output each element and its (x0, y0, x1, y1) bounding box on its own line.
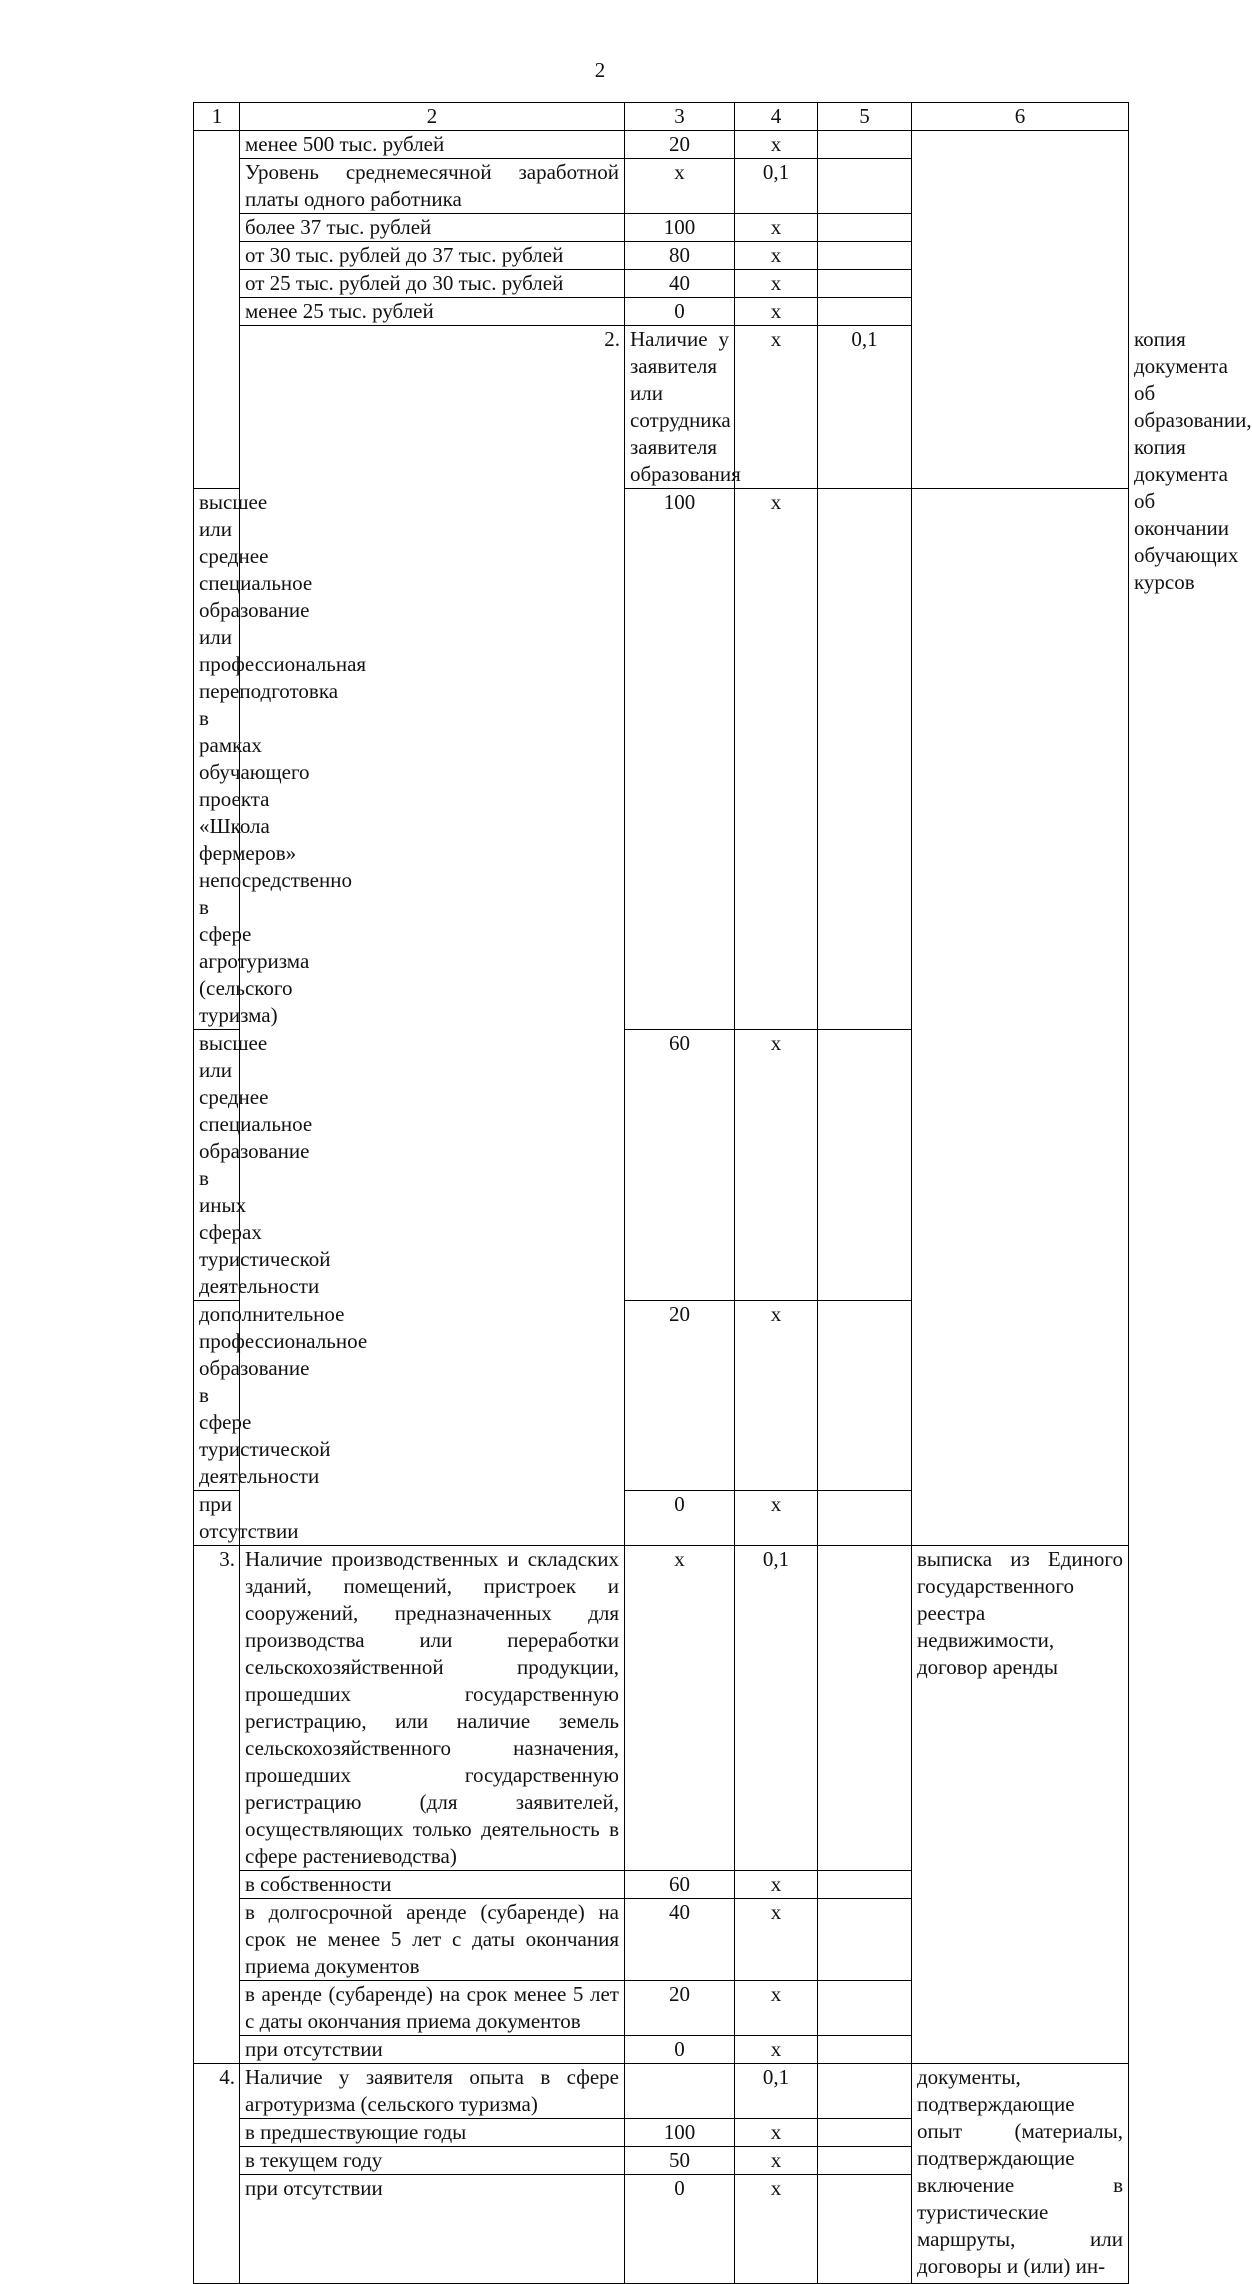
criterion-text: дополнительное профессиональное образование в сфере туристической деятельности (194, 1301, 240, 1491)
score-value: 60 (625, 1871, 735, 1899)
score-value: х (625, 159, 735, 214)
col5-value (818, 298, 912, 326)
col5-value (818, 1301, 912, 1491)
criterion-text: от 30 тыс. рублей до 37 тыс. рублей (240, 242, 625, 270)
header-col-6: 6 (912, 103, 1129, 131)
criterion-text: при отсутствии (240, 2175, 625, 2284)
weight-value: х (735, 1301, 818, 1491)
criterion-text: Уровень среднемесячной заработной платы одного работника (240, 159, 625, 214)
score-value: 0 (625, 298, 735, 326)
weight-value: х (735, 1981, 818, 2036)
score-value: 40 (625, 1899, 735, 1981)
score-value: 60 (625, 1030, 735, 1301)
header-col-1: 1 (194, 103, 240, 131)
col5-value (818, 159, 912, 214)
criterion-text: Наличие у заявителя или сотрудника заявителя образования (625, 326, 735, 489)
criterion-text: более 37 тыс. рублей (240, 214, 625, 242)
col5-value (818, 2119, 912, 2147)
documents-cell: документы, подтверждающие опыт (материалы, подтверждающие включение в туристические маршруты, или договоры и (или) ин- (912, 2064, 1129, 2284)
col5-value (818, 1899, 912, 1981)
table-row (194, 1546, 1129, 1871)
criterion-text: от 25 тыс. рублей до 30 тыс. рублей (240, 270, 625, 298)
score-value: 50 (625, 2147, 735, 2175)
col5-value (818, 1871, 912, 1899)
col5-value (818, 131, 912, 159)
weight-value: х (735, 2036, 818, 2064)
weight-value: х (735, 1871, 818, 1899)
col5-value (818, 2064, 912, 2119)
col5-value (818, 2147, 912, 2175)
criterion-text: при отсутствии (240, 2036, 625, 2064)
col5-value (818, 489, 912, 1030)
row-number: 4. (194, 2064, 240, 2284)
documents-cell: выписка из Единого государственного реестра недвижимости, договор аренды (912, 1546, 1129, 2064)
score-value: х (625, 1546, 735, 1871)
criterion-text: менее 25 тыс. рублей (240, 298, 625, 326)
row-number: 2. (240, 326, 625, 1546)
header-col-3: 3 (625, 103, 735, 131)
score-value: 100 (625, 214, 735, 242)
criterion-text: Наличие производственных и складских зданий, помещений, пристроек и сооружений, предназначенных для производства или переработки сельскохозяйственной продукции, прошедших государственную регистрацию, или наличие земель сельскохозяйственного назначения, прошедших государственную регистрацию (для заявителей, осуществляющих только деятельность в сфере растениеводства) (240, 1546, 625, 1871)
criterion-text: в аренде (субаренде) на срок менее 5 лет с даты окончания приема документов (240, 1981, 625, 2036)
col5-value (818, 270, 912, 298)
score-value: х (735, 326, 818, 489)
weight-value: х (735, 298, 818, 326)
criterion-text: высшее или среднее специальное образование в иных сферах туристической деятельности (194, 1030, 240, 1301)
col5-value (818, 2036, 912, 2064)
score-value: 100 (625, 489, 735, 1030)
header-col-4: 4 (735, 103, 818, 131)
criterion-text: Наличие у заявителя опыта в сфере агротуризма (сельского туризма) (240, 2064, 625, 2119)
page-number: 2 (594, 58, 606, 82)
header-col-5: 5 (818, 103, 912, 131)
score-value: 20 (625, 1981, 735, 2036)
weight-value: х (735, 270, 818, 298)
score-value (625, 2064, 735, 2119)
criterion-text: в собственности (240, 1871, 625, 1899)
col5-value (818, 1030, 912, 1301)
weight-value: х (735, 1899, 818, 1981)
score-value: 20 (625, 131, 735, 159)
table-row (194, 131, 1129, 159)
criterion-text: в текущем году (240, 2147, 625, 2175)
weight-value: 0,1 (735, 1546, 818, 1871)
row-number (194, 131, 240, 489)
weight-value: х (735, 214, 818, 242)
criterion-text: менее 500 тыс. рублей (240, 131, 625, 159)
col5-value (818, 1546, 912, 1871)
col5-value (818, 1981, 912, 2036)
col5-value (818, 1491, 912, 1546)
weight-value: х (735, 1030, 818, 1301)
weight-value: х (735, 2119, 818, 2147)
criterion-text: высшее или среднее специальное образование или профессиональная переподготовка в рамках обучающего проекта «Школа фермеров» непосредственно в сфере агротуризма (сельского туризма) (194, 489, 240, 1030)
weight-value: х (735, 2175, 818, 2284)
criterion-text: в долгосрочной аренде (субаренде) на срок не менее 5 лет с даты окончания приема документов (240, 1899, 625, 1981)
score-value: 20 (625, 1301, 735, 1491)
weight-value: х (735, 2147, 818, 2175)
criterion-text: в предшествующие годы (240, 2119, 625, 2147)
col5-value (818, 242, 912, 270)
score-value: 0 (625, 2175, 735, 2284)
weight-value: х (735, 489, 818, 1030)
header-col-2: 2 (240, 103, 625, 131)
weight-value: х (735, 1491, 818, 1546)
score-value: 80 (625, 242, 735, 270)
criteria-table (193, 102, 1252, 2284)
weight-value: х (735, 131, 818, 159)
criterion-text: при отсутствии (194, 1491, 240, 1546)
weight-value: 0,1 (735, 2064, 818, 2119)
weight-value: х (735, 242, 818, 270)
documents-cell (912, 131, 1129, 489)
row-number: 3. (194, 1546, 240, 2064)
score-value: 100 (625, 2119, 735, 2147)
score-value: 0 (625, 1491, 735, 1546)
table-row: 2. Наличие у заявителя или сотрудника заявителя образования х 0,1 копия документа об образовании, копия документа об окончании обучающих курсов (194, 326, 1129, 489)
score-value: 0 (625, 2036, 735, 2064)
weight-value: 0,1 (735, 159, 818, 214)
table-header-row (194, 103, 1129, 131)
col5-value (818, 214, 912, 242)
table-row (194, 2064, 1129, 2119)
score-value: 40 (625, 270, 735, 298)
weight-value: 0,1 (818, 326, 912, 489)
col5-value (818, 2175, 912, 2284)
